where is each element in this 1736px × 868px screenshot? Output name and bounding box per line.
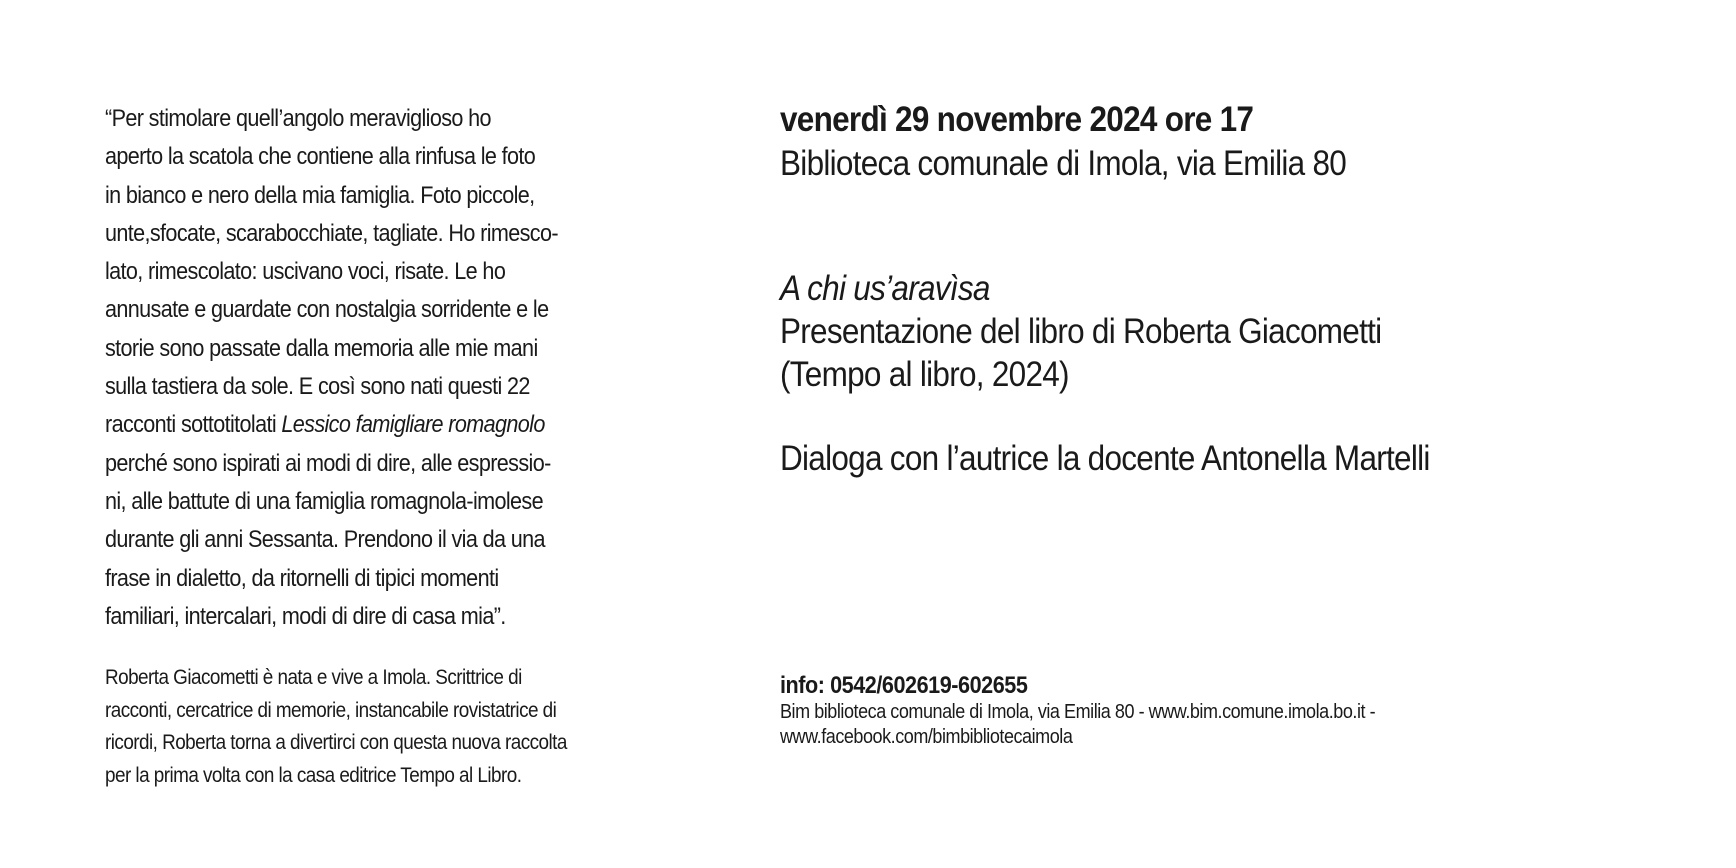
book-quote (105, 100, 685, 636)
event-header (780, 98, 1680, 186)
contact-info (780, 672, 1680, 750)
event-date: venerdì 29 novembre 2024 ore 17 (780, 100, 1254, 139)
quote-line-with-subtitle (105, 406, 627, 444)
quote-text: racconti sottotitolati (105, 411, 282, 439)
author-bio (105, 662, 685, 792)
book-info (780, 267, 1680, 396)
quote-line: aperto la scatola che contiene alla rinfusa le foto (105, 143, 536, 171)
book-title: A chi us’aravìsa (780, 269, 990, 308)
book-publisher: (Tempo al libro, 2024) (780, 355, 1069, 394)
info-phone: info: 0542/602619-602655 (780, 672, 1028, 699)
info-address-line: Bim biblioteca comunale di Imola, via Emilia 80 - www.bim.comune.imola.bo.it - (780, 701, 1376, 723)
quote-line: sulla tastiera da sole. E così sono nati questi 22 (105, 373, 530, 401)
info-facebook-line: www.facebook.com/bimbibliotecaimola (780, 726, 1073, 748)
quote-line: frase in dialetto, da ritornelli di tipici momenti (105, 564, 499, 592)
quote-line: familiari, intercalari, modi di dire di casa mia”. (105, 602, 506, 630)
quote-line: durante gli anni Sessanta. Prendono il via da una (105, 526, 545, 554)
dialog-line: Dialoga con l’autrice la docente Antonella Martelli (780, 439, 1430, 478)
quote-line: “Per stimolare quell’angolo meraviglioso ho (105, 105, 491, 132)
bio-line: per la prima volta con la casa editrice Tempo al Libro. (105, 763, 522, 787)
quote-line: storie sono passate dalla memoria alle mie mani (105, 334, 538, 362)
quote-line: ni, alle battute di una famiglia romagnola-imolese (105, 487, 543, 515)
quote-line: unte,sfocate, scarabocchiate, tagliate. Ho rimesco- (105, 219, 558, 247)
quote-line: perché sono ispirati ai modi di dire, alle espressio- (105, 449, 551, 477)
book-presentation: Presentazione del libro di Roberta Giacometti (780, 312, 1382, 351)
quote-line: lato, rimescolato: uscivano voci, risate. Le ho (105, 258, 506, 286)
bio-line: Roberta Giacometti è nata e vive a Imola. Scrittrice di (105, 666, 522, 689)
quote-line: annusate e guardate con nostalgia sorridente e le (105, 296, 549, 324)
bio-line: racconti, cercatrice di memorie, instancabile rovistatrice di (105, 698, 557, 722)
quote-line: in bianco e nero della mia famiglia. Foto piccole, (105, 181, 535, 209)
event-place: Biblioteca comunale di Imola, via Emilia 80 (780, 144, 1347, 183)
subtitle-italic: Lessico famigliare romagnolo (281, 411, 545, 439)
dialog-info (780, 437, 1680, 480)
bio-line: ricordi, Roberta torna a divertirci con questa nuova raccolta (105, 731, 567, 754)
